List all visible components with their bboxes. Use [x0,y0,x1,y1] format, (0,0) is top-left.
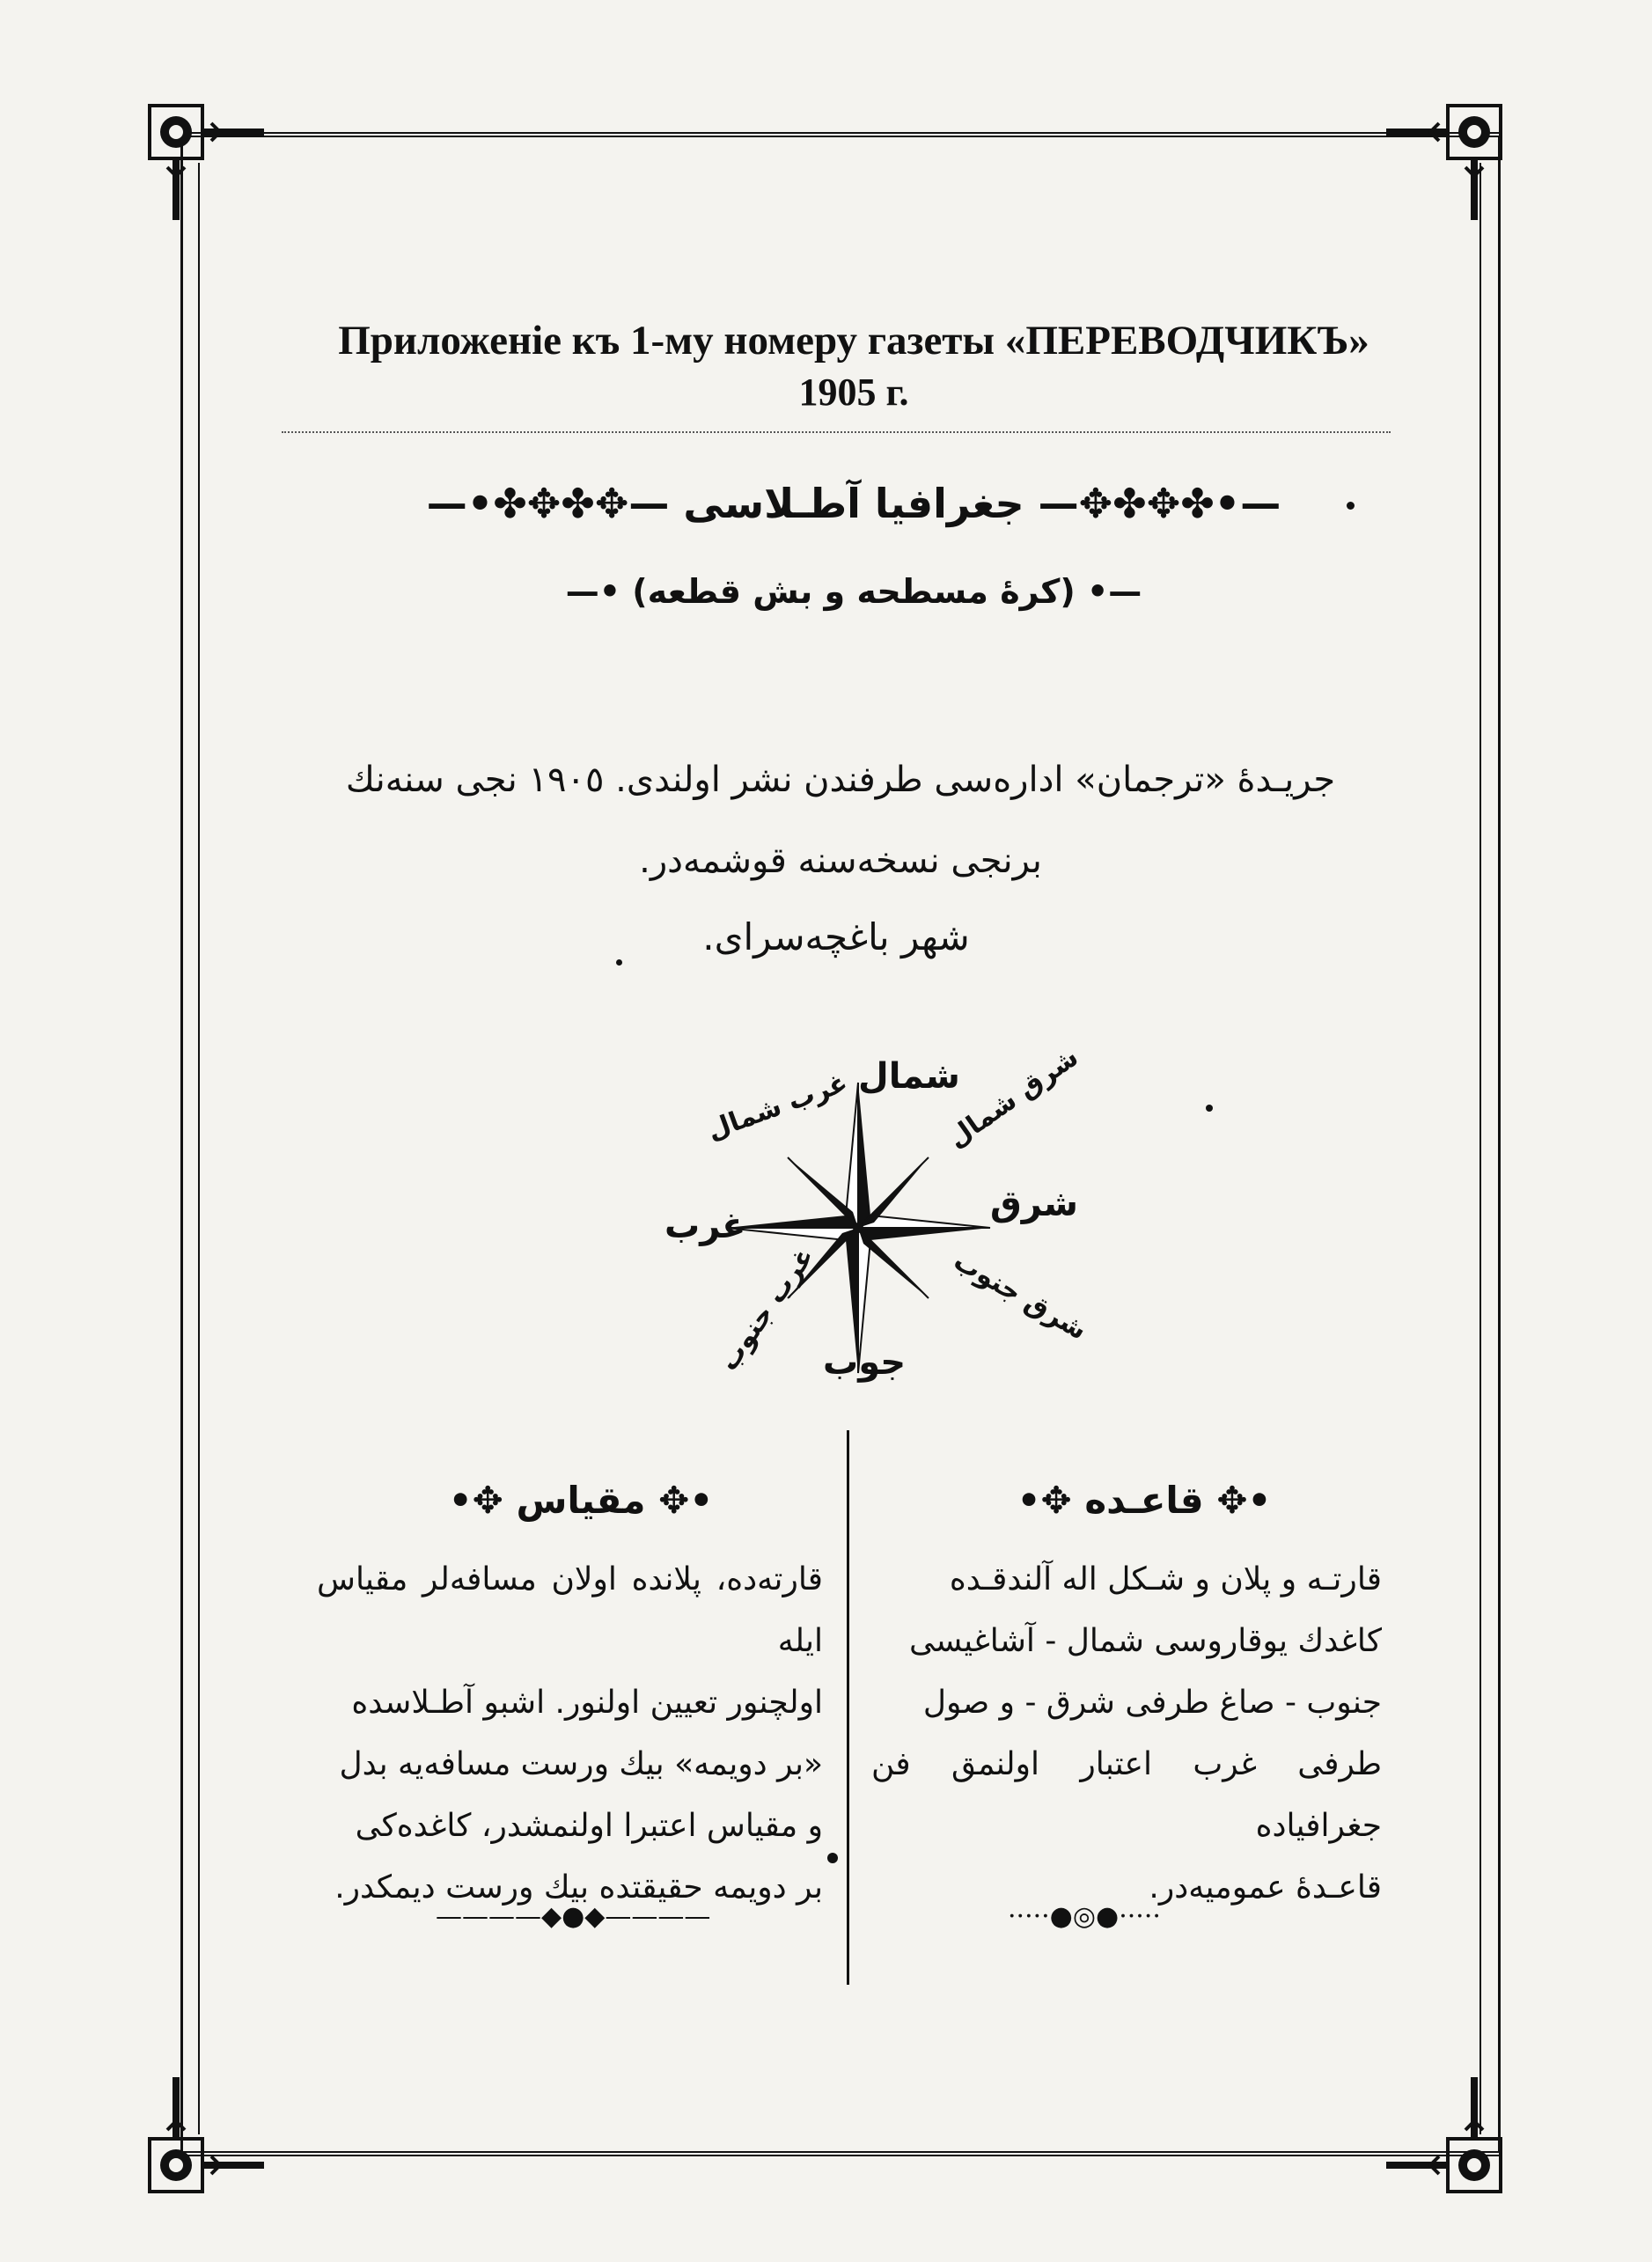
rule-line: جنوب - صاغ طرفى شرق - و صول [922,1685,1382,1721]
right-dash-ornament-icon: •— [565,572,621,611]
rule-section-text [871,1549,1382,1919]
rule-line: طرفى غرب اعتبار اولنمق فن جغرافياده [871,1746,1382,1844]
scale-section-text [317,1549,823,1919]
scale-section-title [422,1479,739,1522]
scale-line: «بر دويمه» بيك ورست مسافەيه بدل [339,1746,823,1782]
atlas-title [370,480,1338,527]
rule-line: قارتـه و پلان و شـكل اله آلندقـده [949,1561,1382,1597]
atlas-title-text: جغرافيا آطـلاسى [683,480,1024,527]
ink-speck [1347,502,1355,510]
publication-paragraph [290,739,1391,901]
corner-ornament-bottom-left [141,2068,273,2200]
scale-line: اولچنور تعيين اولنور. اشبو آطـلاسده [351,1685,823,1721]
scale-title-text: مقياس [516,1479,646,1522]
ink-speck [616,959,622,966]
atlas-subtitle-text: (كرهٔ مسطحه و بش قطعه) [632,572,1076,611]
left-dash-ornament-icon: —• [1086,572,1142,611]
compass-north-label: شمال [858,1056,960,1097]
scale-line: قارتەدە، پلانده اولان مسافەلر مقياس ايله [317,1561,823,1659]
compass-southwest-label: غرب جنوب [713,1241,821,1377]
scale-line: و مقياس اعتبرا اولنمشدر، كاغدەكى [355,1808,823,1844]
rule-line: كاغدك يوقاروسى شمال - آشاغيسى [908,1623,1382,1659]
atlas-subtitle [370,572,1338,611]
compass-east-label: شرق [990,1184,1078,1224]
rule-line: قاعـدهٔ عموميەدر. [1149,1869,1382,1906]
compass-south-label: جوب [823,1342,907,1383]
scale-section-rule-ornament-icon: ————◆●◆———— [436,1901,711,1932]
rule-section-title [986,1479,1303,1522]
russian-header-year: 1905 г. [798,371,909,414]
corner-ornament-bottom-right [1377,2068,1509,2200]
russian-header-line: Приложеніе къ 1-му номеру газеты «ПЕРЕВОДЧИКЪ» [338,318,1369,364]
city-line: شهر باغچەسراى. [702,915,970,958]
scale-line: بر دويمه حقيقتده بيك ورست ديمكدر. [334,1869,823,1906]
title-ornament-icon: ✥• [1017,1479,1072,1522]
header-dotted-rule [282,431,1391,433]
ink-speck [1206,1105,1213,1112]
publication-line-2: برنجى نسخەسنه قوشمەدر. [639,841,1042,881]
title-ornament-icon: •✥ [658,1479,714,1522]
compass-northeast-label: شرق شمال [942,1041,1084,1155]
left-ornament-icon: —•✤✥✤✥— [1038,480,1281,527]
publication-line-1: جريـدهٔ «ترجمان» ادارەسى طرفندن نشر اولندى. ١٩٠٥ نجى سنەنك [345,760,1336,800]
corner-ornament-top-right [1377,97,1509,229]
right-ornament-icon: —✥✤✥✤•— [426,480,670,527]
compass-northwest-label: غرب شمال [703,1067,852,1147]
title-ornament-icon: ✥• [448,1479,503,1522]
rule-title-text: قاعـدە [1084,1479,1204,1522]
rule-section-rule-ornament-icon: ·····●◎●····· [1008,1901,1161,1932]
compass-southeast-label: شرق جنوب [948,1245,1092,1347]
corner-ornament-top-left [141,97,273,229]
title-ornament-icon: •✥ [1216,1479,1272,1522]
column-divider [847,1430,849,1985]
ink-speck [827,1853,838,1863]
compass-west-label: غرب [664,1206,746,1246]
